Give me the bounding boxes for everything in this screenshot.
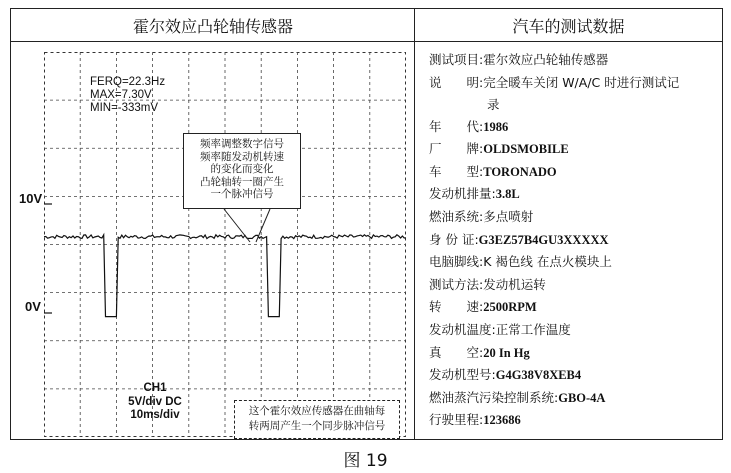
oscilloscope-display (44, 52, 406, 437)
data-row (429, 229, 725, 252)
data-key: 厂 牌: (429, 141, 484, 157)
data-row (429, 161, 725, 184)
data-value: GBO-4A (558, 390, 606, 405)
panel-divider (414, 9, 415, 439)
callout-line: 的变化而变化 (210, 163, 274, 175)
volts-per-div: 5V/div DC (128, 395, 182, 408)
data-value: 2500RPM (483, 300, 537, 315)
data-row (429, 251, 725, 274)
data-value: 20 In Hg (483, 345, 530, 360)
min-readout: MIN=-333mV (90, 102, 159, 114)
data-row (429, 296, 725, 319)
frequency-readout: FERQ=22.3Hz (90, 76, 166, 88)
data-value-line1: 完全暖车关闭 W/A/C 时进行测试记 (483, 74, 680, 90)
data-value: 3.8L (495, 187, 520, 202)
data-row (429, 387, 725, 410)
callout-line: 一个脉冲信号 (210, 188, 274, 200)
data-row (429, 49, 725, 72)
time-per-div: 10ms/div (130, 409, 180, 421)
test-data-list (429, 49, 725, 432)
scope-panel-title: 霍尔效应凸轮轴传感器 (11, 9, 415, 42)
data-row (429, 342, 725, 365)
data-key: 燃油蒸汽污染控制系统: (429, 389, 559, 405)
data-key: 年 代: (429, 118, 484, 134)
sync-note (234, 400, 400, 439)
channel-name: CH1 (143, 382, 167, 394)
data-key: 测试方法: (429, 276, 484, 292)
data-row (429, 116, 725, 139)
callout-pointer (224, 209, 250, 242)
data-value: K 褐色线 在点火模块上 (483, 254, 612, 270)
callout-line: 频率调整数字信号 (200, 138, 284, 150)
data-row (429, 183, 725, 206)
callout-line: 凸轮轴转一圈产生 (200, 175, 284, 188)
data-value: TORONADO (483, 164, 557, 179)
data-value: 多点喷射 (483, 208, 534, 224)
data-value: G3EZ57B4GU3XXXXX (478, 232, 609, 247)
data-key: 发动机型号: (429, 367, 496, 383)
max-readout: MAX=7.30V (90, 89, 152, 101)
data-key: 转 速: (429, 299, 484, 315)
data-value: 正常工作温度 (495, 321, 571, 337)
data-key: 说 明: (429, 74, 484, 90)
note-line: 转两周产生一个同步脉冲信号 (248, 420, 386, 432)
data-key: 燃油系统: (429, 208, 484, 224)
data-value: OLDSMOBILE (483, 142, 569, 157)
data-row (429, 319, 725, 342)
channel-info (100, 382, 210, 423)
data-row (429, 72, 725, 116)
note-line: 这个霍尔效应传感器在曲轴每 (248, 405, 386, 417)
data-value: 发动机运转 (483, 276, 546, 292)
callout-pointer (256, 209, 270, 242)
data-key: 行驶里程: (429, 412, 484, 428)
data-key: 电脑脚线: (429, 254, 484, 270)
data-key: 真 空: (429, 344, 484, 360)
data-panel-title: 汽车的测试数据 (415, 9, 722, 42)
data-key: 发动机温度: (429, 321, 496, 337)
data-row (429, 206, 725, 229)
data-value-line2: 录 (487, 96, 500, 112)
data-key: 测试项目: (429, 52, 484, 67)
data-value: 1986 (483, 119, 509, 134)
data-key: 车 型: (429, 163, 484, 179)
data-row (429, 409, 725, 432)
y-label-0v: 0V (25, 299, 41, 314)
data-value: 123686 (483, 413, 521, 428)
callout-line: 频率随发动机转速 (200, 150, 284, 163)
y-label-10v: 10V (19, 191, 43, 206)
signal-callout (183, 133, 301, 209)
data-row (429, 274, 725, 297)
data-value: 霍尔效应凸轮轴传感器 (483, 52, 609, 67)
data-key: 身 份 证: (429, 231, 479, 247)
figure-caption: 图 19 (343, 451, 388, 471)
figure-frame (10, 8, 723, 440)
data-key: 发动机排量: (429, 186, 496, 202)
data-row (429, 364, 725, 387)
scope-readout (90, 76, 165, 115)
data-row (429, 138, 725, 161)
data-value: G4G38V8XEB4 (495, 368, 582, 383)
